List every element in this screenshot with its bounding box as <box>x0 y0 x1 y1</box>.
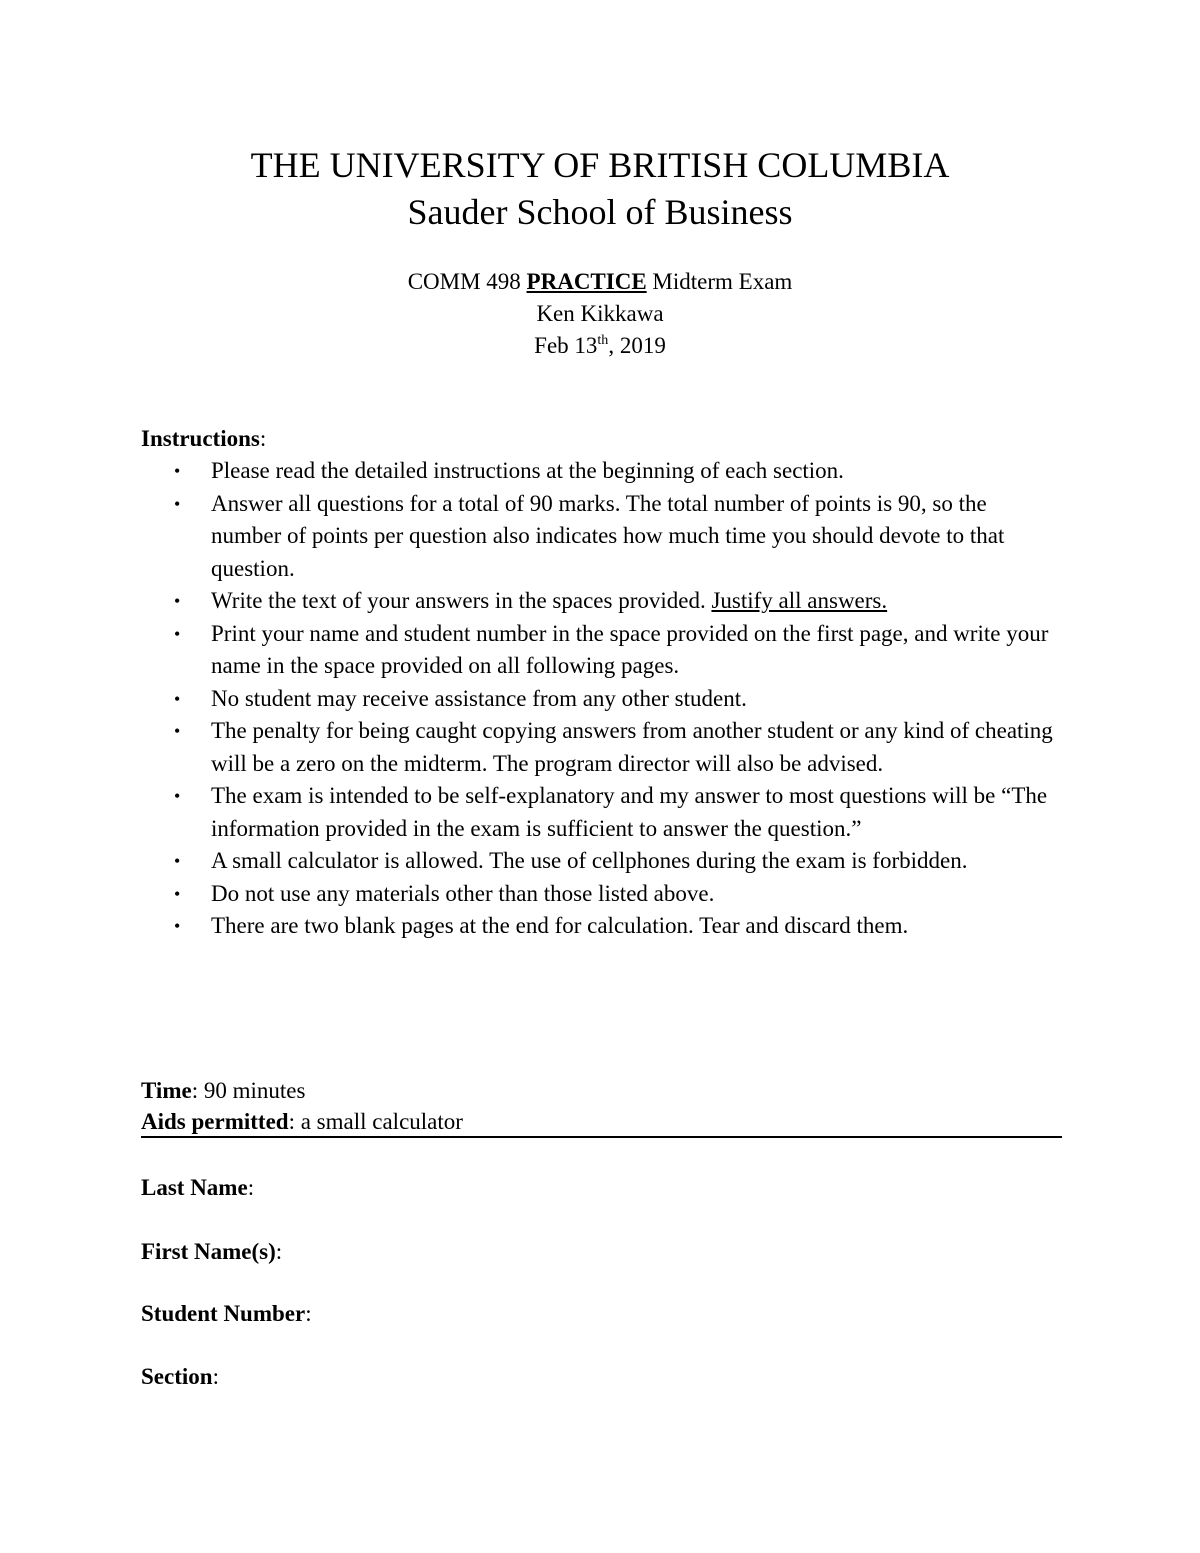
bullet-icon: • <box>174 688 181 709</box>
bullet-icon: • <box>174 721 181 741</box>
instruction-item: • The exam is intended to be self-explanatory and my answer to most questions will be “The information provided in the exam is sufficient to answer the question.” <box>141 780 1061 845</box>
instruction-item: • Write the text of your answers in the spaces provided. Justify all answers. <box>141 585 1061 618</box>
instruction-item: • There are two blank pages at the end for calculation. Tear and discard them. <box>141 910 1061 943</box>
exam-time: Time: 90 minutes <box>141 1078 306 1103</box>
practice-label: PRACTICE <box>526 269 647 294</box>
instructions-list <box>141 455 1061 943</box>
date-day: Feb 13 <box>534 333 598 358</box>
first-name-field: First Name(s): <box>141 1239 283 1264</box>
bullet-icon: • <box>174 883 181 904</box>
bullet-icon: • <box>174 461 181 481</box>
course-exam-type: Midterm Exam <box>652 269 793 294</box>
instruction-item: • A small calculator is allowed. The use of cellphones during the exam is forbidden. <box>141 845 1061 878</box>
instruction-item: • No student may receive assistance from any other student. <box>141 683 1061 716</box>
instruction-item: • Please read the detailed instructions at the beginning of each section. <box>141 455 1061 488</box>
justify-answers-note: Justify all answers. <box>711 588 888 613</box>
divider-line <box>141 1136 1062 1138</box>
instructions-heading: Instructions: <box>141 426 267 451</box>
instruction-item: • Answer all questions for a total of 90 marks. The total number of points is 90, so the number of points per question also indicates how much time you should devote to that question. <box>141 488 1061 586</box>
aids-permitted: Aids permitted: a small calculator <box>141 1109 463 1134</box>
bullet-icon: • <box>174 851 181 871</box>
bullet-icon: • <box>174 623 181 644</box>
section-field: Section: <box>141 1364 219 1389</box>
instruction-item: • The penalty for being caught copying answers from another student or any kind of cheating will be a zero on the midterm. The program director will also be advised. <box>141 715 1061 780</box>
course-code: COMM 498 <box>407 269 521 294</box>
bullet-icon: • <box>174 916 181 936</box>
bullet-icon: • <box>174 493 181 514</box>
exam-date <box>0 330 1200 362</box>
instructor-name: Ken Kikkawa <box>536 301 664 326</box>
bullet-icon: • <box>174 786 181 806</box>
bullet-icon: • <box>174 591 181 611</box>
instruction-item: • Print your name and student number in the space provided on the first page, and write your name in the space provided on all following pages. <box>141 618 1061 683</box>
school-name: Sauder School of Business <box>407 192 793 232</box>
instruction-item: • Do not use any materials other than those listed above. <box>141 878 1061 911</box>
university-name: THE UNIVERSITY OF BRITISH COLUMBIA <box>250 145 950 185</box>
course-title <box>0 266 1200 298</box>
date-year: , 2019 <box>608 333 666 358</box>
last-name-field: Last Name: <box>141 1175 255 1200</box>
student-number-field: Student Number: <box>141 1301 312 1326</box>
date-ordinal: th <box>597 333 609 348</box>
